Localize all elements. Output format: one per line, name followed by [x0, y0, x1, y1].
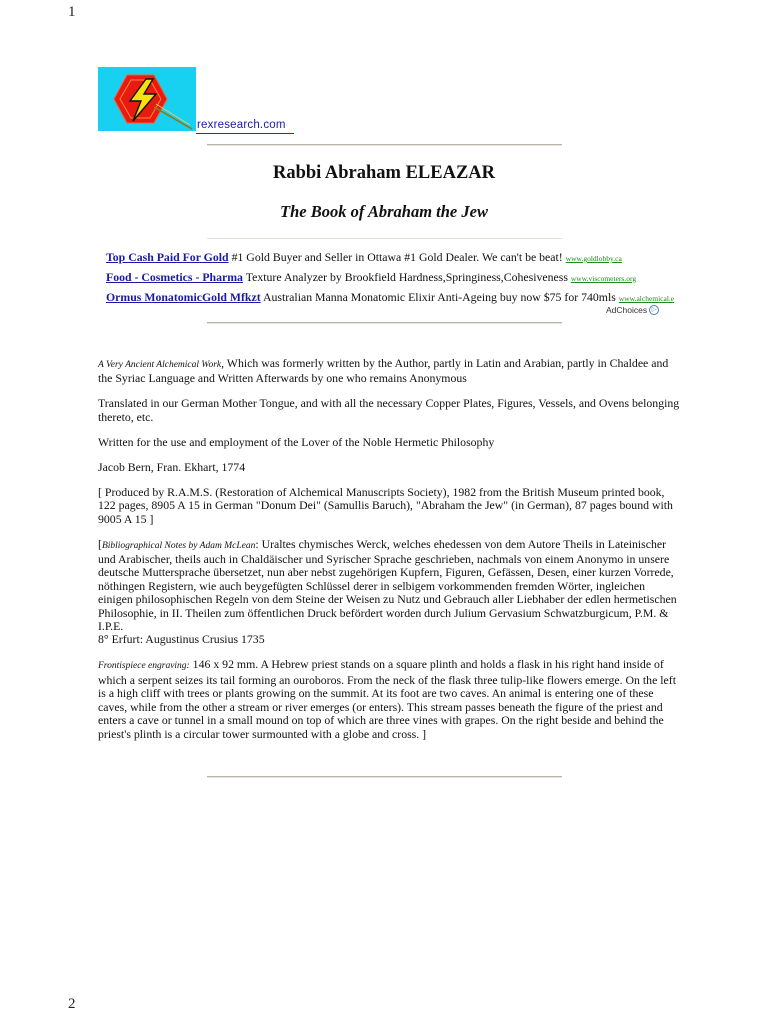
paragraph-frontispiece	[98, 658, 680, 740]
divider-faint	[207, 238, 562, 239]
bibliographical-imprint: 8° Erfurt: Augustinus Crusius 1735	[98, 632, 265, 647]
bracket-open: [	[98, 536, 102, 551]
frontispiece-lead: Frontispiece engraving:	[98, 661, 190, 672]
bibliographical-rest: : Uraltes chymisches Werck, welches ehedessen von dem Autore Theils in Lateinischer und Arabischer, theils auch in Chaldäischer und Syrischer Sprache geschrieben, nachmals von einem Anonymo in unsere deutsche Muttersprache übersetzet, nun aber nebst zugehörigen Kupfern, Figuren, Gefässen, Desen, einer kurzen Vorrede, nöthingen Registern, wie auch beygefügten Schlüssel derer in selbigem vorkommenden fremden Wörter, ingleichen einigen philosophischen Regeln von dem Steine der Weisen zu Nutz und Gebrauch aller Liebhaber der edlen hermetischen Philosophie, in II. Theilen zum öffentlichen Druck befördert worden durch Julium Gervasium Schwatzburgicum, P.M. & I.P.E.	[98, 536, 677, 634]
paragraph-intro	[98, 357, 680, 386]
intro-rest: , Which was formerly written by the Author, partly in Latin and Arabian, partly in Chaldee and the Syriac Language and Written Afterwards by one who remains Anonymous	[98, 356, 669, 386]
ad-url[interactable]: www.alchemical.e	[618, 294, 675, 303]
ad-item	[106, 288, 686, 308]
ad-link[interactable]: Food - Cosmetics - Pharma	[106, 270, 243, 284]
paragraph-publisher: Jacob Bern, Fran. Ekhart, 1774	[98, 459, 246, 474]
ad-item	[106, 248, 686, 268]
paragraph-bibliographical-notes	[98, 538, 680, 647]
ad-link[interactable]: Top Cash Paid For Gold	[106, 250, 229, 264]
ad-item	[106, 268, 686, 288]
ad-link[interactable]: Ormus MonatomicGold Mfkzt	[106, 290, 261, 304]
page-title: Rabbi Abraham ELEAZAR	[272, 163, 496, 183]
document-body	[98, 357, 680, 753]
page-number-bottom: 2	[68, 996, 76, 1012]
divider-bottom	[207, 776, 562, 778]
bibliographical-lead: Bibliographical Notes by Adam McLean	[101, 540, 256, 551]
ad-text: Australian Manna Monatomic Elixir Anti-Ageing buy now $75 for 740mls	[262, 290, 616, 304]
adchoices-button[interactable]	[606, 305, 659, 315]
adchoices-label: AdChoices	[606, 305, 648, 315]
logo-image[interactable]	[98, 67, 196, 131]
intro-lead: A Very Ancient Alchemical Work	[98, 360, 222, 370]
ad-text: #1 Gold Buyer and Seller in Ottawa #1 Gold Dealer. We can't be beat!	[231, 250, 563, 264]
ad-url[interactable]: www.viscometers.org	[570, 274, 637, 283]
lightning-hexagon-logo-icon	[98, 67, 196, 131]
ad-block	[106, 248, 686, 308]
frontispiece-rest: 146 x 92 mm. A Hebrew priest stands on a square plinth and holds a flask in his right hand inside of which a serpent seizes its tail forming an ouroboros. From the neck of the flask three tulip-like flowers emerge. On the left is a high cliff with trees or plants growing on the summit. At its foot are two caves. An animal is entering one of these caves, while from the other a stream or river emerges (or enters). This stream passes beneath the figure of the priest and enters a cave or tunnel in a small mound on top of which are three vines with grapes. On the right beside and behind the priest's plinth is a circular tower surmounted with a globe and cross. ]	[98, 657, 676, 741]
paragraph-purpose: Written for the use and employment of the Lover of the Noble Hermetic Philosophy	[98, 434, 495, 449]
page-subtitle: The Book of Abraham the Jew	[280, 202, 488, 221]
page-number-top: 1	[68, 4, 76, 20]
logo-underline	[196, 133, 294, 134]
divider-middle	[207, 322, 562, 324]
adchoices-icon: ▷	[649, 305, 659, 315]
paragraph-translation: Translated in our German Mother Tongue, and with all the necessary Copper Plates, Figures, Vessels, and Ovens belonging thereto, etc.	[98, 396, 680, 424]
ad-url[interactable]: www.goldlobby.ca	[565, 254, 622, 263]
divider-top	[207, 144, 562, 146]
ad-text: Texture Analyzer by Brookfield Hardness,Springiness,Cohesiveness	[245, 270, 568, 284]
paragraph-production-note: [ Produced by R.A.M.S. (Restoration of Alchemical Manuscripts Society), 1982 from the British Museum printed book, 122 pages, 8905 A 15 in German "Donum Dei" (Samullis Baruch), "Abraham the Jew" (in German), 87 pages bound with 9005 A 15 ]	[98, 484, 673, 526]
site-logo-text[interactable]: rexresearch.com	[197, 119, 286, 131]
